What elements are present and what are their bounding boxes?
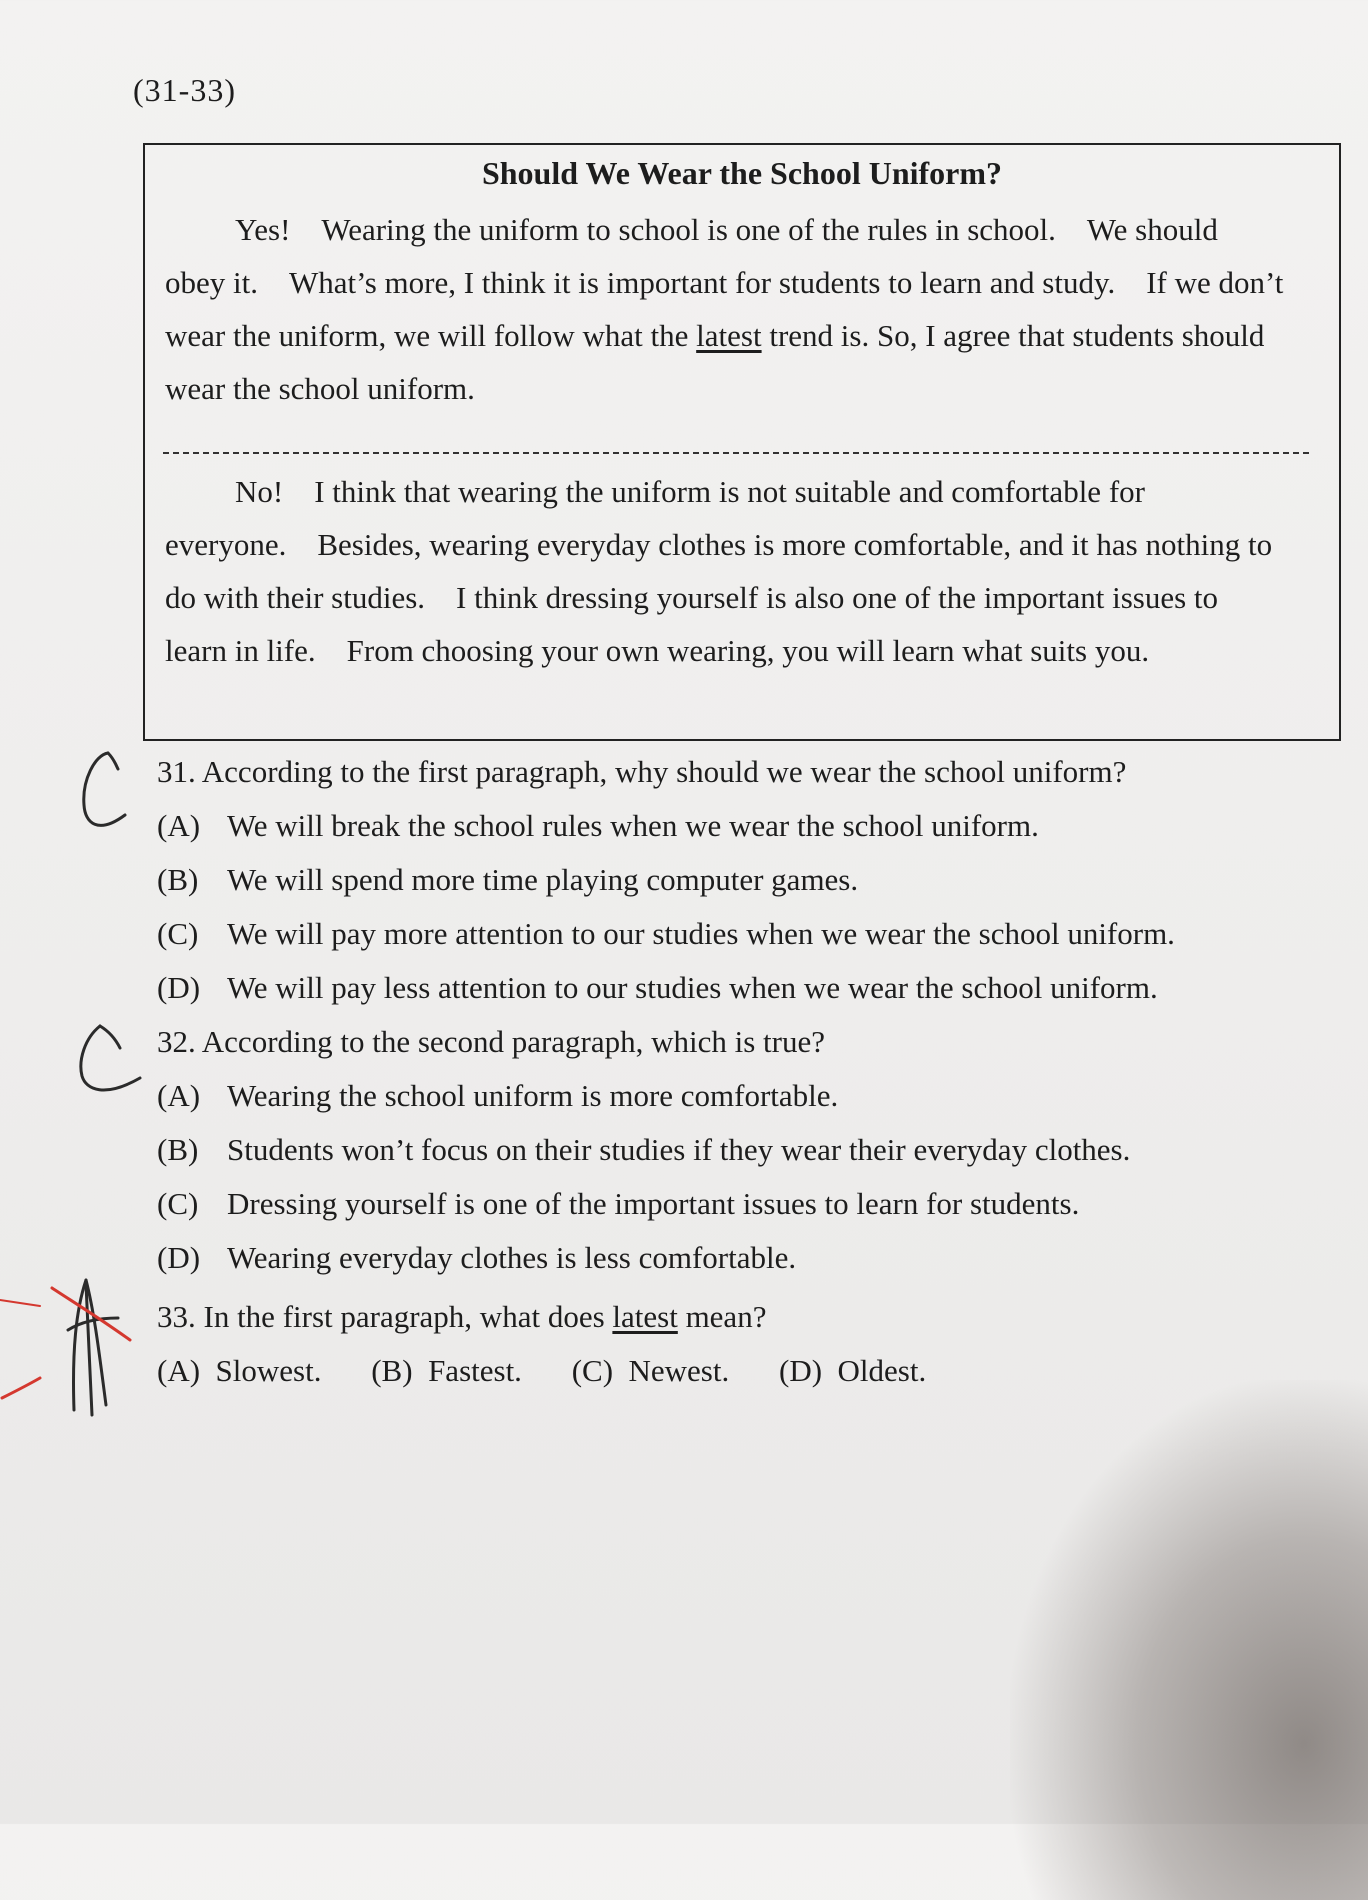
- option-a[interactable]: (A) We will break the school rules when we wear the school uniform.: [157, 808, 1039, 843]
- option-a[interactable]: (A) Wearing the school uniform is more comfortable.: [157, 1078, 839, 1113]
- question-stem: 33. In the first paragraph, what does latest mean?: [157, 1299, 767, 1334]
- question-range: (31-33): [133, 72, 236, 108]
- handwritten-answer-31: [70, 745, 150, 845]
- option-c[interactable]: (C) Newest.: [571, 1353, 730, 1388]
- question-33: [157, 1290, 1347, 1398]
- option-c[interactable]: (C) We will pay more attention to our studies when we wear the school uniform.: [157, 916, 1175, 951]
- passage-paragraph-yes: Yes! Wearing the uniform to school is one of the rules in school. We should obey it. What’s more, I think it is important for students to learn and study. If we don’t wear the uniform, we will follow what the latest trend is. So, I agree that students should wear the school uniform.: [165, 212, 1284, 406]
- option-c[interactable]: (C) Dressing yourself is one of the important issues to learn for students.: [157, 1186, 1080, 1221]
- handwritten-answer-32: [70, 1018, 160, 1108]
- option-b[interactable]: (B) Fastest.: [371, 1353, 522, 1388]
- option-d[interactable]: (D) We will pay less attention to our studies when we wear the school uniform.: [157, 970, 1158, 1005]
- handwritten-answer-33: [0, 1270, 140, 1430]
- option-b[interactable]: (B) Students won’t focus on their studies if they wear their everyday clothes.: [157, 1132, 1131, 1167]
- passage-paragraph-no: No! I think that wearing the uniform is not suitable and comfortable for everyone. Besides, wearing everyday clothes is more comfortable, and it has nothing to do with their studies. I think dressing yourself is also one of the important issues to learn in life. From choosing your own wearing, you will learn what suits you.: [165, 474, 1273, 668]
- question-31: [157, 745, 1347, 1015]
- option-d[interactable]: (D) Wearing everyday clothes is less comfortable.: [157, 1240, 797, 1275]
- inline-options: [157, 1344, 1347, 1398]
- dashed-divider: [163, 452, 1309, 454]
- question-32: [157, 1015, 1347, 1285]
- underlined-word: latest: [612, 1299, 678, 1334]
- question-stem: 32. According to the second paragraph, which is true?: [157, 1024, 826, 1059]
- question-stem: 31. According to the first paragraph, why should we wear the school uniform?: [157, 754, 1127, 789]
- underlined-word: latest: [696, 318, 762, 353]
- camera-shadow: [1010, 1380, 1368, 1900]
- option-a[interactable]: (A) Slowest.: [157, 1353, 322, 1388]
- passage-title: Should We Wear the School Uniform?: [481, 155, 1003, 191]
- option-d[interactable]: (D) Oldest.: [779, 1353, 927, 1388]
- option-b[interactable]: (B) We will spend more time playing computer games.: [157, 862, 859, 897]
- reading-passage-box: [143, 143, 1341, 741]
